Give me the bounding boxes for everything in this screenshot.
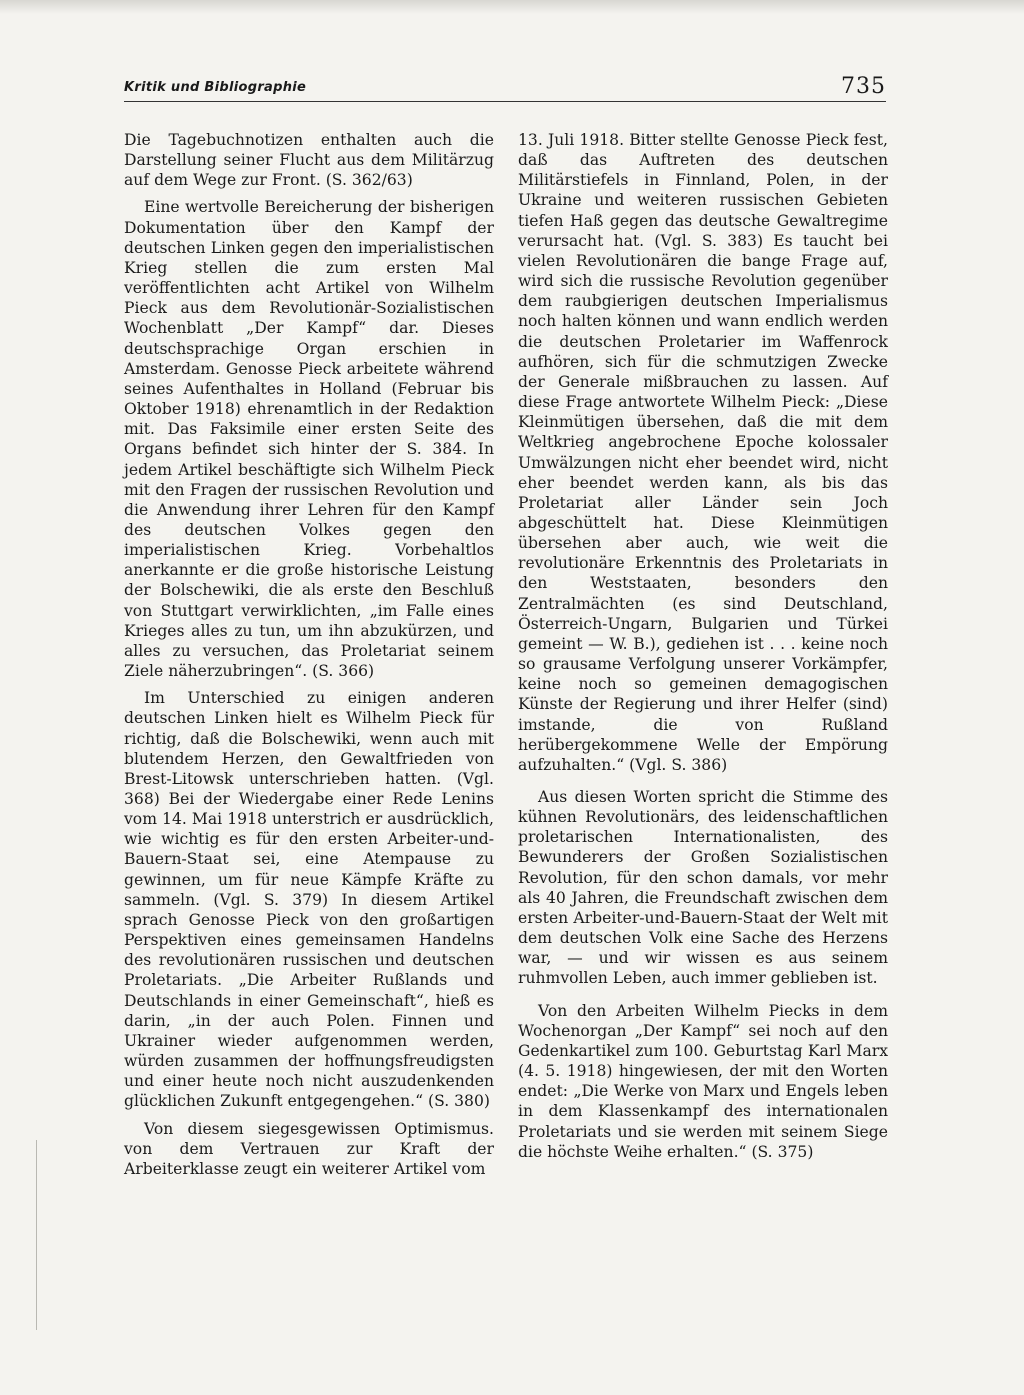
paragraph: Von den Arbeiten Wilhelm Piecks in dem Wochenorgan „Der Kampf“ sei noch auf den Gedenkartikel zum 100. Geburtstag Karl Marx (4. 5. 1918) hingewiesen, der mit den Worten endet: „Die Werke von Marx und Engels leben in dem Klassenkampf des internationalen Proletariats und sie werden mit seinem Siege die höchste Weihe erhalten.“ (S. 375) [518,1001,888,1161]
margin-scan-mark [36,1140,37,1330]
page-top-edge [0,0,1024,14]
right-column [518,130,888,1162]
page-number: 735 [841,74,886,99]
paragraph: Von diesem siegesgewissen Optimismus. von dem Vertrauen zur Kraft der Arbeiterklasse zeugt ein weiterer Artikel vom [124,1119,494,1178]
left-column [124,130,494,1179]
paragraph: Aus diesen Worten spricht die Stimme des kühnen Revolutionärs, des leidenschaftlichen proletarischen Internationalisten, des Bewunderers der Großen Sozialistischen Revolution, für den schon damals, vor mehr als 40 Jahren, die Freundschaft zwischen dem ersten Arbeiter-und-Bauern-Staat der Welt mit dem deutschen Volk eine Sache des Herzens war, — und wir wissen es aus seinem ruhmvollen Leben, auch immer geblieben ist. [518,788,888,988]
running-title: Kritik und Bibliographie [124,80,307,95]
paragraph: Die Tagebuchnotizen enthalten auch die Darstellung seiner Flucht aus dem Militärzug auf dem Wege zur Front. (S. 362/63) [124,131,494,190]
running-head [124,76,886,104]
paragraph: Eine wertvolle Bereicherung der bisherigen Dokumentation über den Kampf der deutschen Linken gegen den imperialistischen Krieg stellen die zum ersten Mal veröffentlichten acht Artikel von Wilhelm Pieck aus dem Revolutionär-Sozialistischen Wochenblatt „Der Kampf“ dar. Dieses deutschsprachige Organ erschien in Amsterdam. Genosse Pieck arbeitete während seines Aufenthaltes in Holland (Februar bis Oktober 1918) ehrenamtlich in der Redaktion mit. Das Faksimile einer ersten Seite des Organs befindet sich hinter der S. 384. In jedem Artikel beschäftigte sich Wilhelm Pieck mit den Fragen der russischen Revolution und die Anwendung ihrer Lehren für den Kampf des deutschen Volkes gegen den imperialistischen Krieg. Vorbehaltlos anerkannte er die große historische Leistung der Bolschewiki, die als erste den Beschluß von Stuttgart verwirklichten, „im Falle eines Krieges alles zu tun, um ihn abzukürzen, und alles zu versuchen, das Proletariat seinem Ziele näherzubringen“. (S. 366) [124,198,494,681]
paragraph: Im Unterschied zu einigen anderen deutschen Linken hielt es Wilhelm Pieck für richtig, daß die Bolschewiki, wenn auch mit blutendem Herzen, den Gewaltfrieden von Brest-Litowsk unterschrieben hatten. (Vgl. 368) Bei der Wiedergabe einer Rede Lenins vom 14. Mai 1918 unterstrich er ausdrücklich, wie wichtig es für den ersten Arbeiter-und-Bauern-Staat sei, eine Atempause zu gewinnen, um für neue Kämpfe Kräfte zu sammeln. (Vgl. S. 379) In diesem Artikel sprach Genosse Pieck von den großartigen Perspektiven eines gemeinsamen Handelns des revolutionären russischen und deutschen Proletariats. „Die Arbeiter Rußlands und Deutschlands in einer Gemeinschaft“, hieß es darin, „in der auch Polen. Finnen und Ukrainer wieder aufgenommen werden, würden zusammen der hoffnungsfreudigsten und einer heute noch nicht auszudenkenden glücklichen Zukunft entgegengehen.“ (S. 380) [124,689,494,1111]
header-rule [124,101,886,102]
paragraph: 13. Juli 1918. Bitter stellte Genosse Pieck fest, daß das Auftreten des deutschen Militärstiefels in Finnland, Polen, in der Ukraine und weiteren russischen Gebieten tiefen Haß gegen das deutsche Gewaltregime verursacht hat. (Vgl. S. 383) Es taucht bei vielen Revolutionären die bange Frage auf, wird sich die russische Revolution gegenüber dem raubgierigen deutschen Imperialismus noch halten können und wann endlich werden die deutschen Proletarier im Waffenrock aufhören, sich für die schmutzigen Zwecke der Generale mißbrauchen zu lassen. Auf diese Frage antwortete Wilhelm Pieck: „Diese Kleinmütigen übersehen, daß die mit dem Weltkrieg angebrochene Epoche kolossaler Umwälzungen nicht eher beendet wird, nicht eher beendet werden kann, als bis das Proletariat aller Länder sein Joch abgeschüttelt hat. Diese Kleinmütigen übersehen aber auch, wie weit die revolutionäre Erkenntnis des Proletariats in den Weststaaten, besonders den Zentralmächten (es sind Deutschland, Österreich-Ungarn, Bulgarien und Türkei gemeint — W. B.), gediehen ist . . . keine noch so grausame Verfolgung unserer Vorkämpfer, keine noch so gemeinen demagogischen Künste der Regierung und ihrer Helfer (sind) imstande, die von Rußland herübergekommene Welle der Empörung aufzuhalten.“ (Vgl. S. 386) [518,131,888,774]
